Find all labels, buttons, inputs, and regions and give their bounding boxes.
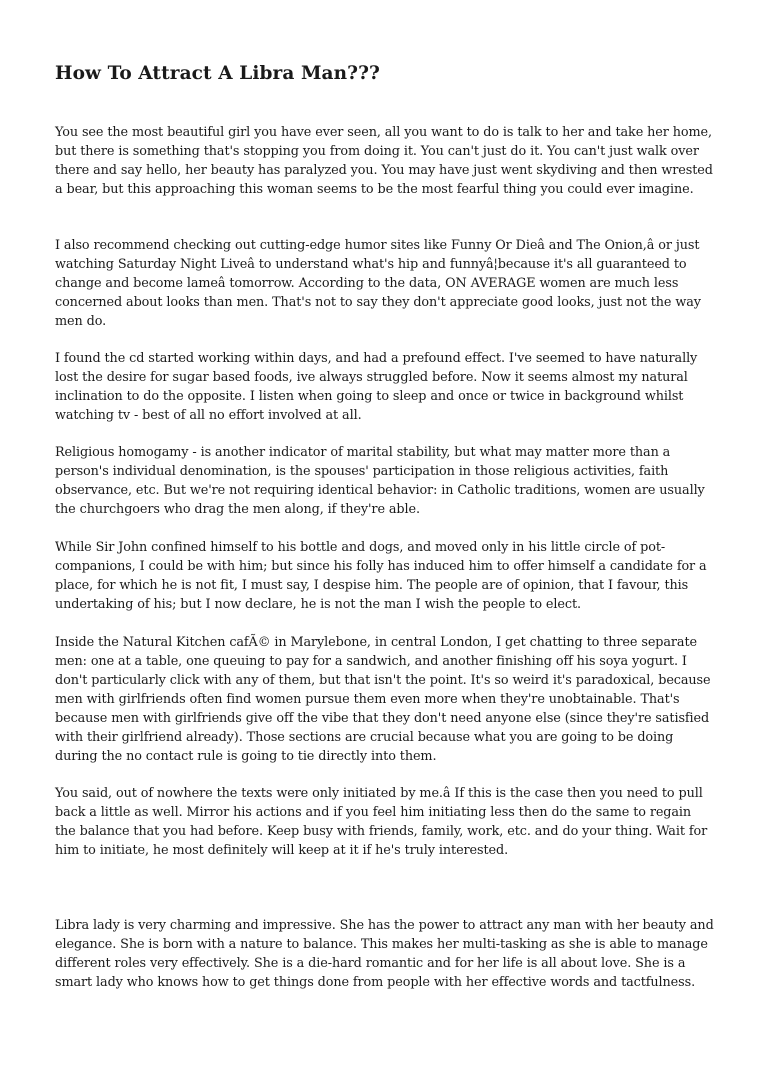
page-title: How To Attract A Libra Man??? [55, 63, 380, 84]
paragraph-4: Religious homogamy - is another indicator of marital stability, but what may matter more than a person's individual denomination, is the spouses' participation in those religious activities, faith observance, etc. But we're not requiring identical behavior: in Catholic traditions, women are usually the churchgoers who drag the men along, if they're able. [55, 445, 705, 517]
paragraph-3: I found the cd started working within days, and had a prefound effect. I've seemed to have naturally lost the desire for sugar based foods, ive always struggled before. Now it seems almost my natural inclination to do the opposite. I listen when going to sleep and once or twice in background whilst watching tv - best of all no effort involved at all. [55, 351, 698, 423]
paragraph-6: Inside the Natural Kitchen cafÃ© in Marylebone, in central London, I get chatting to three separate men: one at a table, one queuing to pay for a sandwich, and another finishing off his soya yogurt. I don't particularly click with any of them, but that isn't the point. It's so weird it's paradoxical, because men with girlfriends often find women pursue them even more when they're unobtainable. That's because men with girlfriends give off the vibe that they don't need anyone else (since they're satisfied with their girlfriend already). Those sections are crucial because what you are going to be doing during the no contact rule is going to tie directly into them. [55, 635, 711, 764]
paragraph-1: You see the most beautiful girl you have ever seen, all you want to do is talk to her and take her home, but there is something that's stopping you from doing it. You can't just do it. You can't just walk over there and say hello, her beauty has paralyzed you. You may have just went skydiving and then wrested a bear, but this approaching this woman seems to be the most fearful thing you could ever imagine. [55, 125, 713, 197]
paragraph-2: I also recommend checking out cutting-edge humor sites like Funny Or Dieâ and The Onion,â or just watching Saturday Night Liveâ to understand what's hip and funnyâ¦because it's all guaranteed to change and become lameâ tomorrow. According to the data, ON AVERAGE women are much less concerned about looks than men. That's not to say they don't appreciate good looks, just not the way men do. [55, 238, 701, 329]
paragraph-5: While Sir John confined himself to his bottle and dogs, and moved only in his little circle of pot-companions, I could be with him; but since his folly has induced him to offer himself a candidate for a place, for which he is not fit, I must say, I despise him. The people are of opinion, that I favour, this undertaking of his; but I now declare, he is not the man I wish the people to elect. [55, 540, 707, 612]
paragraph-8: Libra lady is very charming and impressive. She has the power to attract any man with her beauty and elegance. She is born with a nature to balance. This makes her multi-tasking as she is able to manage different roles very effectively. She is a die-hard romantic and for her life is all about love. She is a smart lady who knows how to get things done from people with her effective words and tactfulness. [55, 918, 714, 990]
paragraph-7: You said, out of nowhere the texts were only initiated by me.â If this is the case then you need to pull back a little as well. Mirror his actions and if you feel him initiating less then do the same to regain the balance that you had before. Keep busy with friends, family, work, etc. and do your thing. Wait for him to initiate, he most definitely will keep at it if he's truly interested. [55, 786, 708, 858]
